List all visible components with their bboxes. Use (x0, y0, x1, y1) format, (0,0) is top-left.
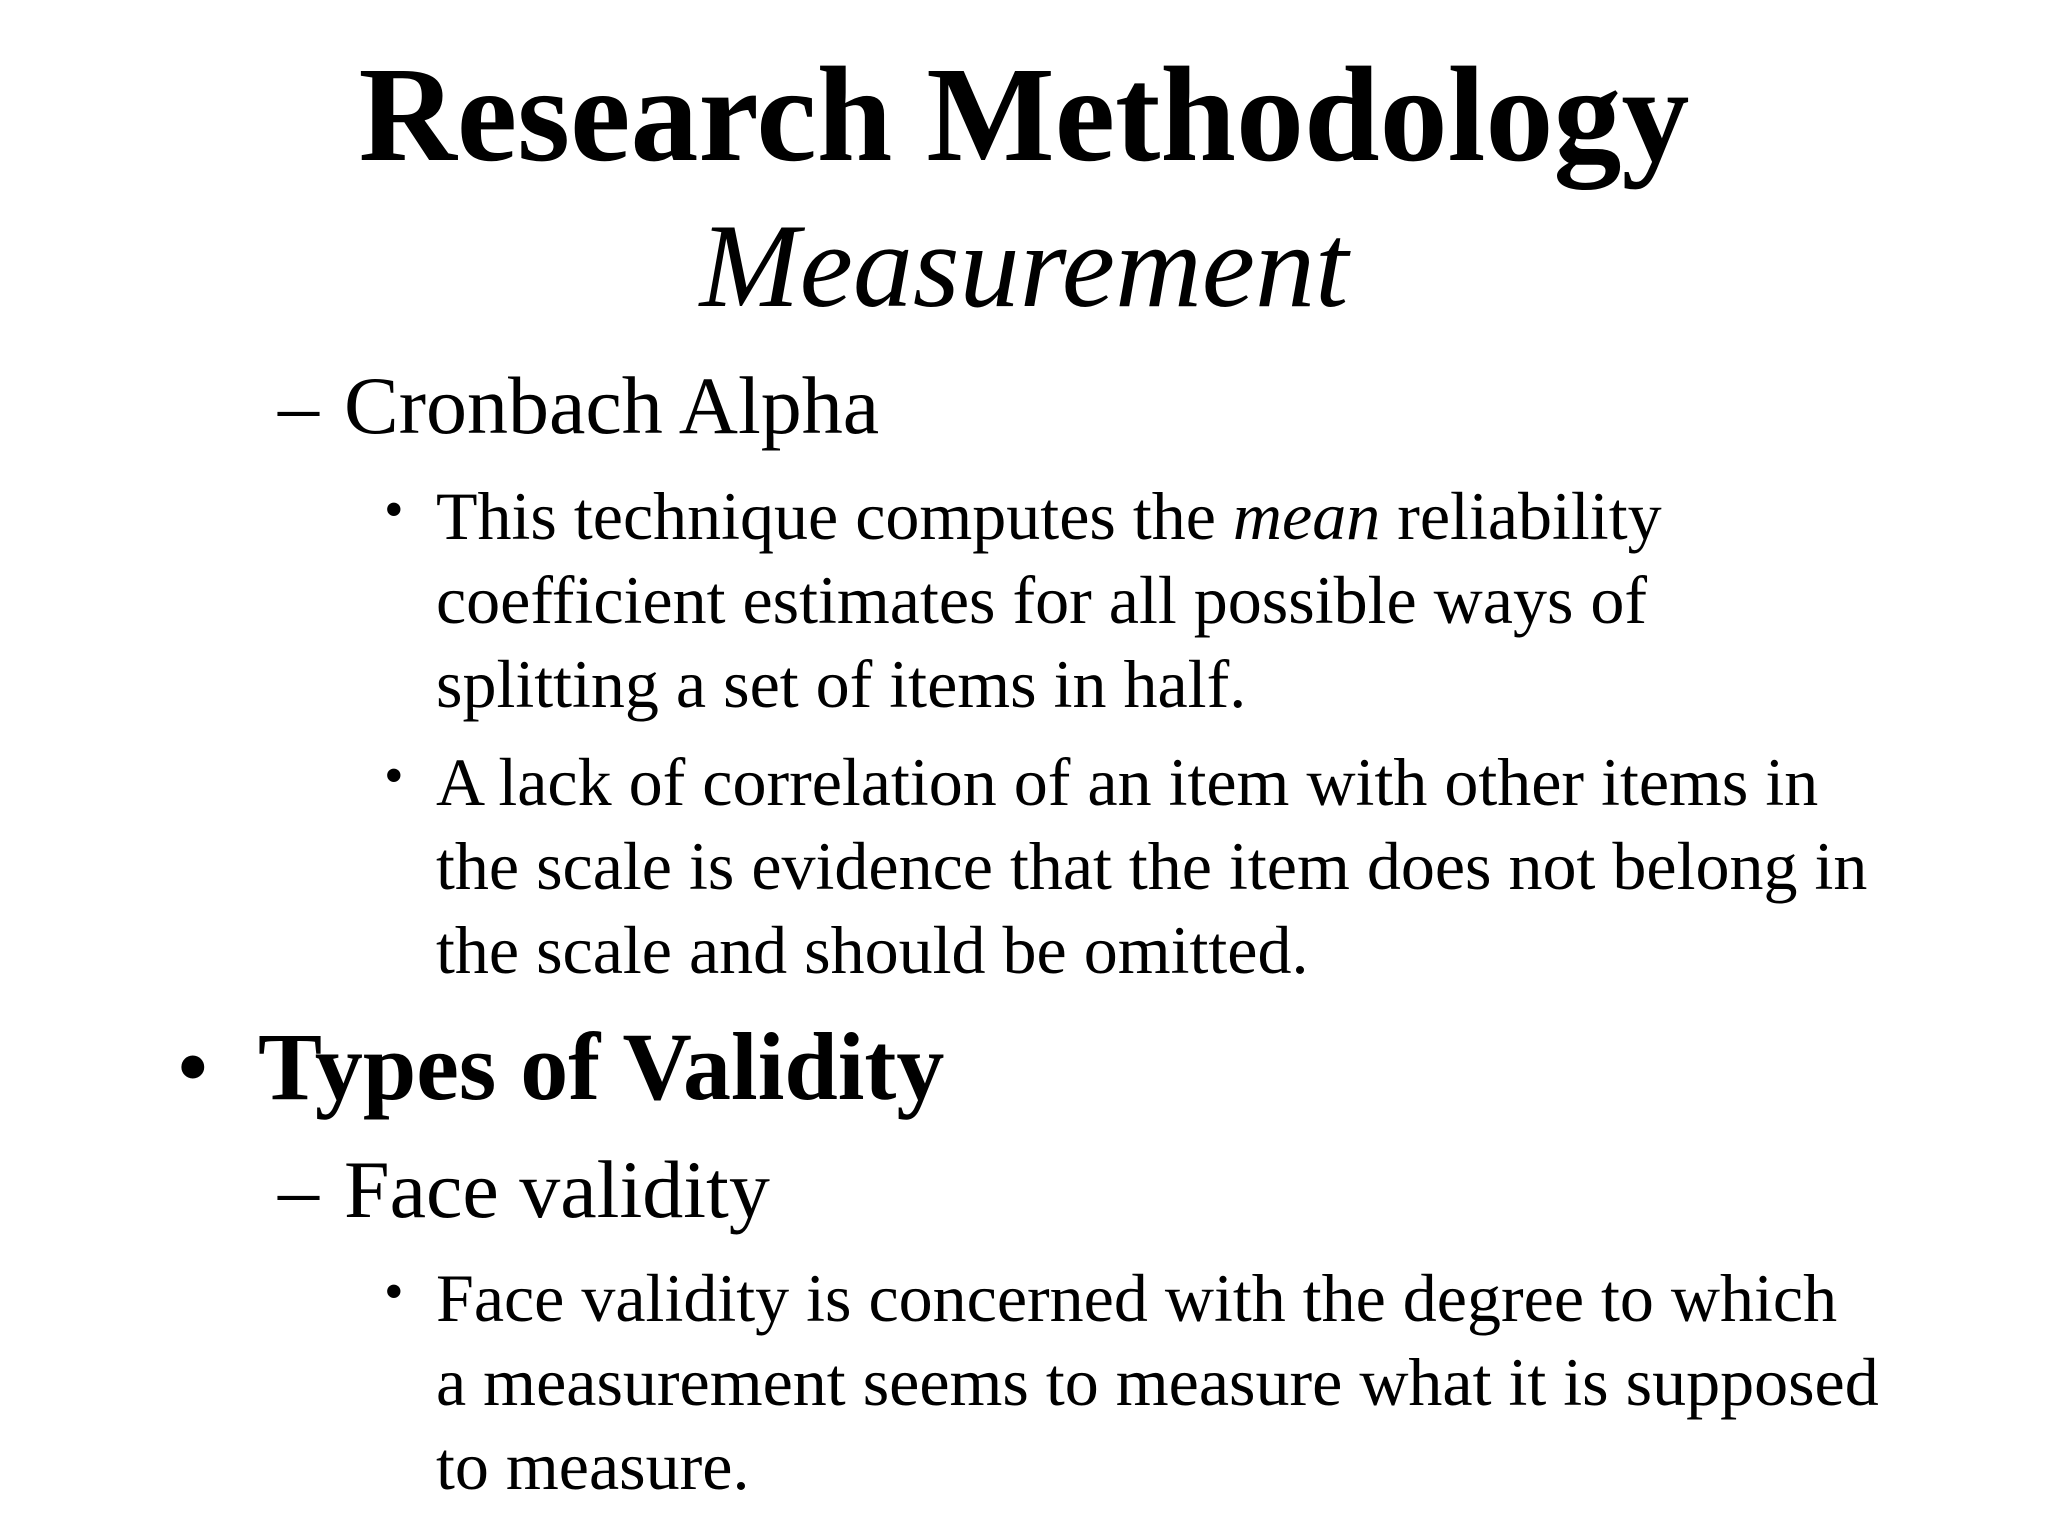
face-validity-bullet-1 (384, 1256, 1884, 1508)
dash-marker: – (278, 1144, 319, 1235)
bullet-marker: • (384, 479, 404, 541)
dash-marker: – (278, 360, 319, 451)
cronbach-bullet-1-text (436, 474, 1884, 726)
face-validity-item (278, 1140, 770, 1240)
cronbach-bullet-1 (384, 474, 1884, 726)
types-of-validity-label: Types of Validity (258, 1013, 945, 1120)
cronbach-bullet-1-after: reliability coefficient estimates for all possible ways of splitting a set of items in half. (436, 478, 1662, 722)
bullet-marker: • (176, 1013, 210, 1120)
face-validity-bullet-1-text: Face validity is concerned with the degree to which a measurement seems to measure what it is supposed to measure. (436, 1260, 1879, 1504)
bullet-marker: • (384, 1261, 404, 1323)
emphasis-mean: mean (1232, 478, 1381, 554)
cronbach-alpha-label: Cronbach Alpha (344, 360, 880, 451)
cronbach-alpha-item (278, 356, 879, 456)
cronbach-bullet-1-before: This technique computes the (436, 478, 1233, 554)
cronbach-bullet-2 (384, 740, 1884, 992)
slide-subtitle: Measurement (699, 199, 1349, 332)
bullet-marker: • (384, 745, 404, 807)
slide-title: Research Methodology (358, 40, 1690, 190)
face-validity-label: Face validity (344, 1144, 770, 1235)
cronbach-bullet-2-text: A lack of correlation of an item with other items in the scale is evidence that the item does not belong in the scale and should be omitted. (436, 744, 1868, 988)
types-of-validity-heading (176, 1012, 944, 1122)
